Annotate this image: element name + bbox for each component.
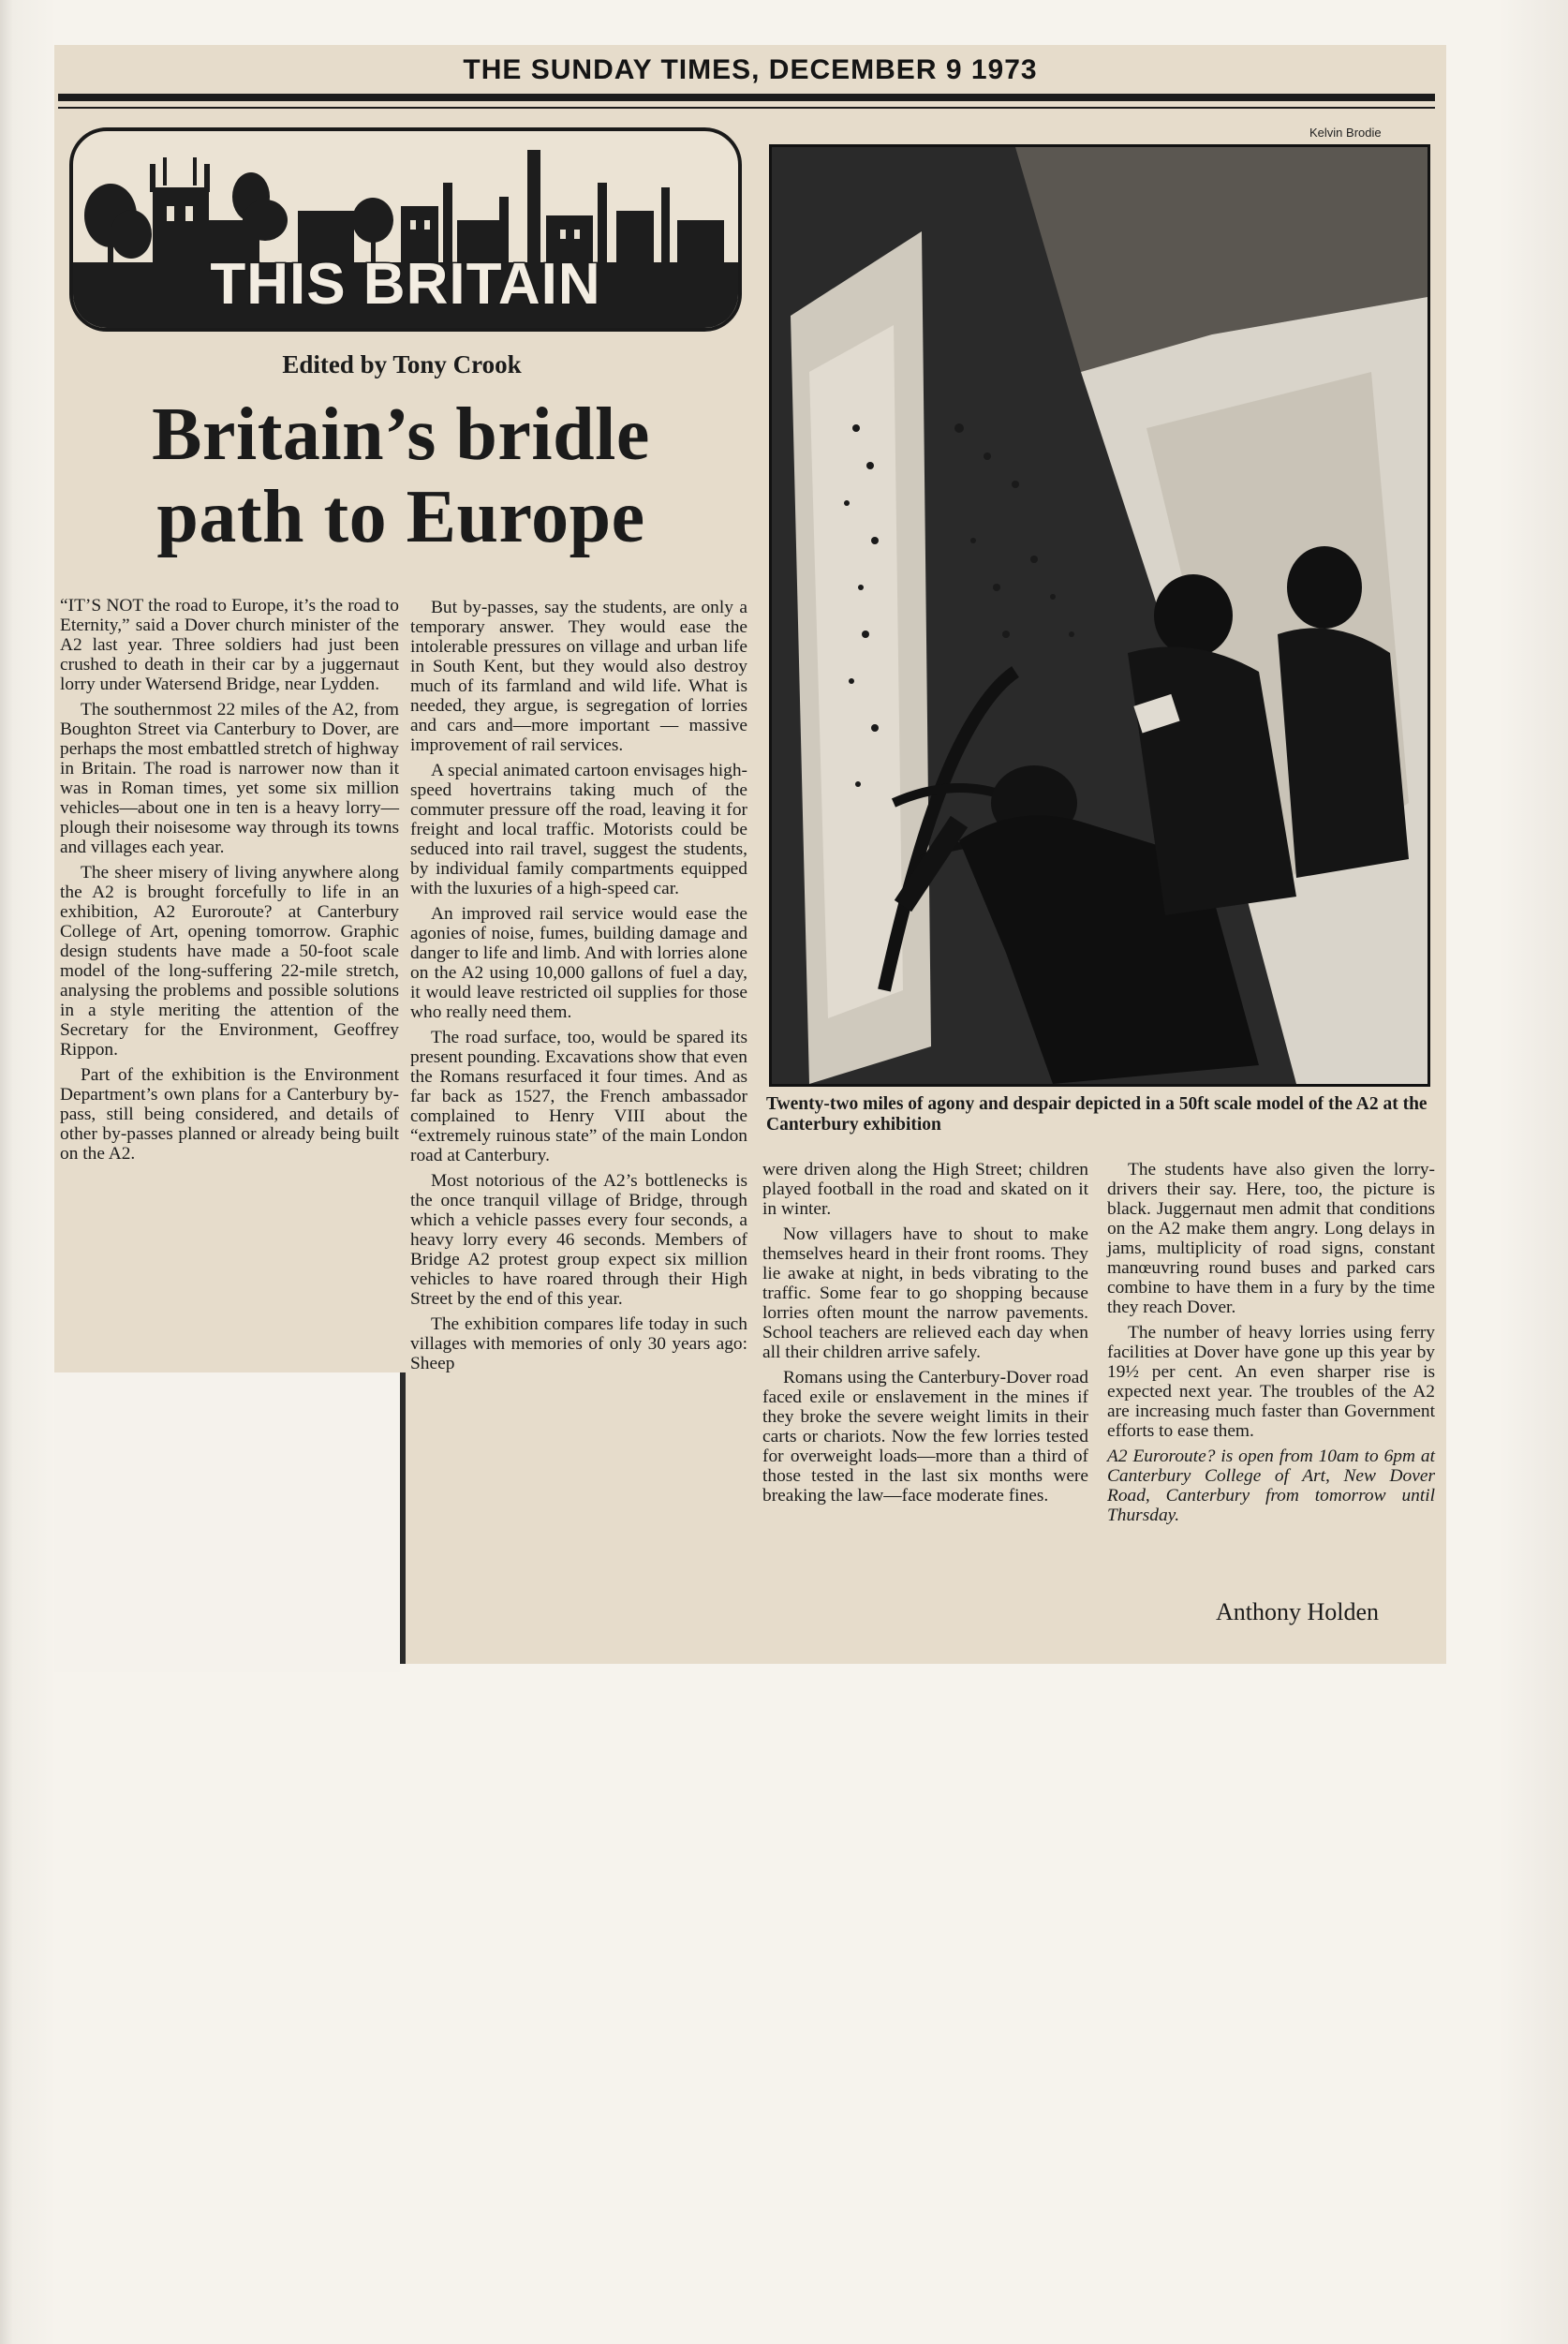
paragraph: Romans using the Canterbury-Dover road faced exile or enslavement in the mines if they broke the severe weight limits in their carts or chariots. Now the few lorries tested for overweight loads—more than a third of those tested in the last six months were breaking the law—face moderate fines.: [762, 1368, 1088, 1506]
section-banner: [69, 127, 742, 332]
headline-line-1: Britain’s bridle: [152, 393, 650, 476]
masthead-rule: [58, 94, 1435, 101]
photo-illustration: [772, 147, 1427, 1084]
paragraph: The exhibition compares life today in such villages with memories of only 30 years ago: Sheep: [410, 1314, 747, 1373]
paragraph: But by-passes, say the students, are only a temporary answer. They would ease the intolerable pressures on village and urban life in South Kent, but they would also destroy much of its farmland and wild life. What is needed, they argue, is segregation of lorries and cars and—more important — massive improvement of rail services.: [410, 598, 747, 755]
article-column-3: [762, 1160, 1088, 1511]
exhibition-photo: [769, 144, 1430, 1087]
byline: Anthony Holden: [1216, 1598, 1380, 1625]
column-rule: [400, 1372, 406, 1664]
article-column-1: [60, 596, 399, 1169]
section-title: THIS BRITAIN: [210, 252, 601, 317]
paragraph: An improved rail service would ease the agonies of noise, fumes, building damage and danger to life and limb. And with lorries alone on the A2 using 10,000 gallons of fuel a day, it would leave restricted oil supplies for those who really need them.: [410, 904, 747, 1022]
paragraph: were driven along the High Street; children played football in the road and skated on it in winter.: [762, 1160, 1088, 1219]
editor-credit: Edited by Tony Crook: [282, 350, 522, 378]
paragraph: The students have also given the lorry-drivers their say. Here, too, the picture is black. Juggernaut men admit that conditions on the A2 make them angry. Long delays in jams, multiplicity of road signs, constant manœuvring round buses and parked cars combine to have them in a fury by the time they reach Dover.: [1107, 1160, 1435, 1317]
article-column-4: [1107, 1160, 1435, 1531]
exhibition-note: A2 Euroroute? is open from 10am to 6pm at Canterbury College of Art, New Dover Road, Canterbury from tomorrow until Thursday.: [1107, 1446, 1435, 1525]
paragraph: “IT’S NOT the road to Europe, it’s the road to Eternity,” said a Dover church minister of the A2 last year. Three soldiers had just been crushed to death in their car by a juggernaut lorry under Watersend Bridge, near Lydden.: [60, 596, 399, 694]
paragraph: The number of heavy lorries using ferry facilities at Dover have gone up this year by 19½ per cent. An even sharper rise is expected next year. The troubles of the A2 are increasing much faster than Government efforts to ease them.: [1107, 1323, 1435, 1441]
photo-caption: Twenty-two miles of agony and despair depicted in a 50ft scale model of the A2 at the Canterbury exhibition: [766, 1094, 1427, 1135]
article-column-2: [410, 598, 747, 1379]
headline: [73, 393, 729, 558]
paragraph: Most notorious of the A2’s bottlenecks is the once tranquil village of Bridge, through which a vehicle passes every four seconds, a heavy lorry every 46 seconds. Members of Bridge A2 protest group expect six million vehicles to have roared through their High Street by the end of this year.: [410, 1171, 747, 1309]
paragraph: A special animated cartoon envisages high-speed hovertrains taking much of the commuter pressure off the road, leaving it for freight and local traffic. Motorists could be seduced into rail travel, suggest the students, by individual family compartments equipped with the luxuries of a high-speed car.: [410, 761, 747, 898]
paragraph: The road surface, too, would be spared its present pounding. Excavations show that even the Romans resurfaced it four times. And as far back as 1527, the French ambassador complained to Henry VIII about the “extremely ruinous state” of the main London road at Canterbury.: [410, 1028, 747, 1165]
paragraph: Now villagers have to shout to make themselves heard in their front rooms. They lie awake at night, in beds vibrating to the traffic. Some fear to go shopping because lorries often mount the narrow pavements. School teachers are relieved each day when all their children arrive safely.: [762, 1224, 1088, 1362]
clipping-cutout: [54, 1372, 400, 1672]
paragraph: Part of the exhibition is the Environment Department’s own plans for a Canterbury by-pass, still being considered, and details of other by-passes planned or already being built on the A2.: [60, 1065, 399, 1164]
paragraph: The sheer misery of living anywhere along the A2 is brought forcefully to life in an exhibition, A2 Euroroute? at Canterbury College of Art, opening tomorrow. Graphic design students have made a 50-foot scale model of the long-suffering 22-mile stretch, analysing the problems and possible solutions in a style meriting the attention of the Secretary for the Environment, Geoffrey Rippon.: [60, 863, 399, 1060]
headline-line-2: path to Europe: [156, 476, 645, 558]
newspaper-clipping: [54, 45, 1446, 1664]
paragraph: The southernmost 22 miles of the A2, from Boughton Street via Canterbury to Dover, are perhaps the most embattled stretch of highway in Britain. The road is narrower now than it was in Roman times, yet some six million vehicles—about one in ten is a heavy lorry—plough their noisesome way through its towns and villages each year.: [60, 700, 399, 857]
newspaper-masthead: THE SUNDAY TIMES, DECEMBER 9 1973: [463, 54, 1038, 85]
masthead-rule-thin: [58, 107, 1435, 109]
photo-credit: Kelvin Brodie: [1309, 126, 1382, 140]
